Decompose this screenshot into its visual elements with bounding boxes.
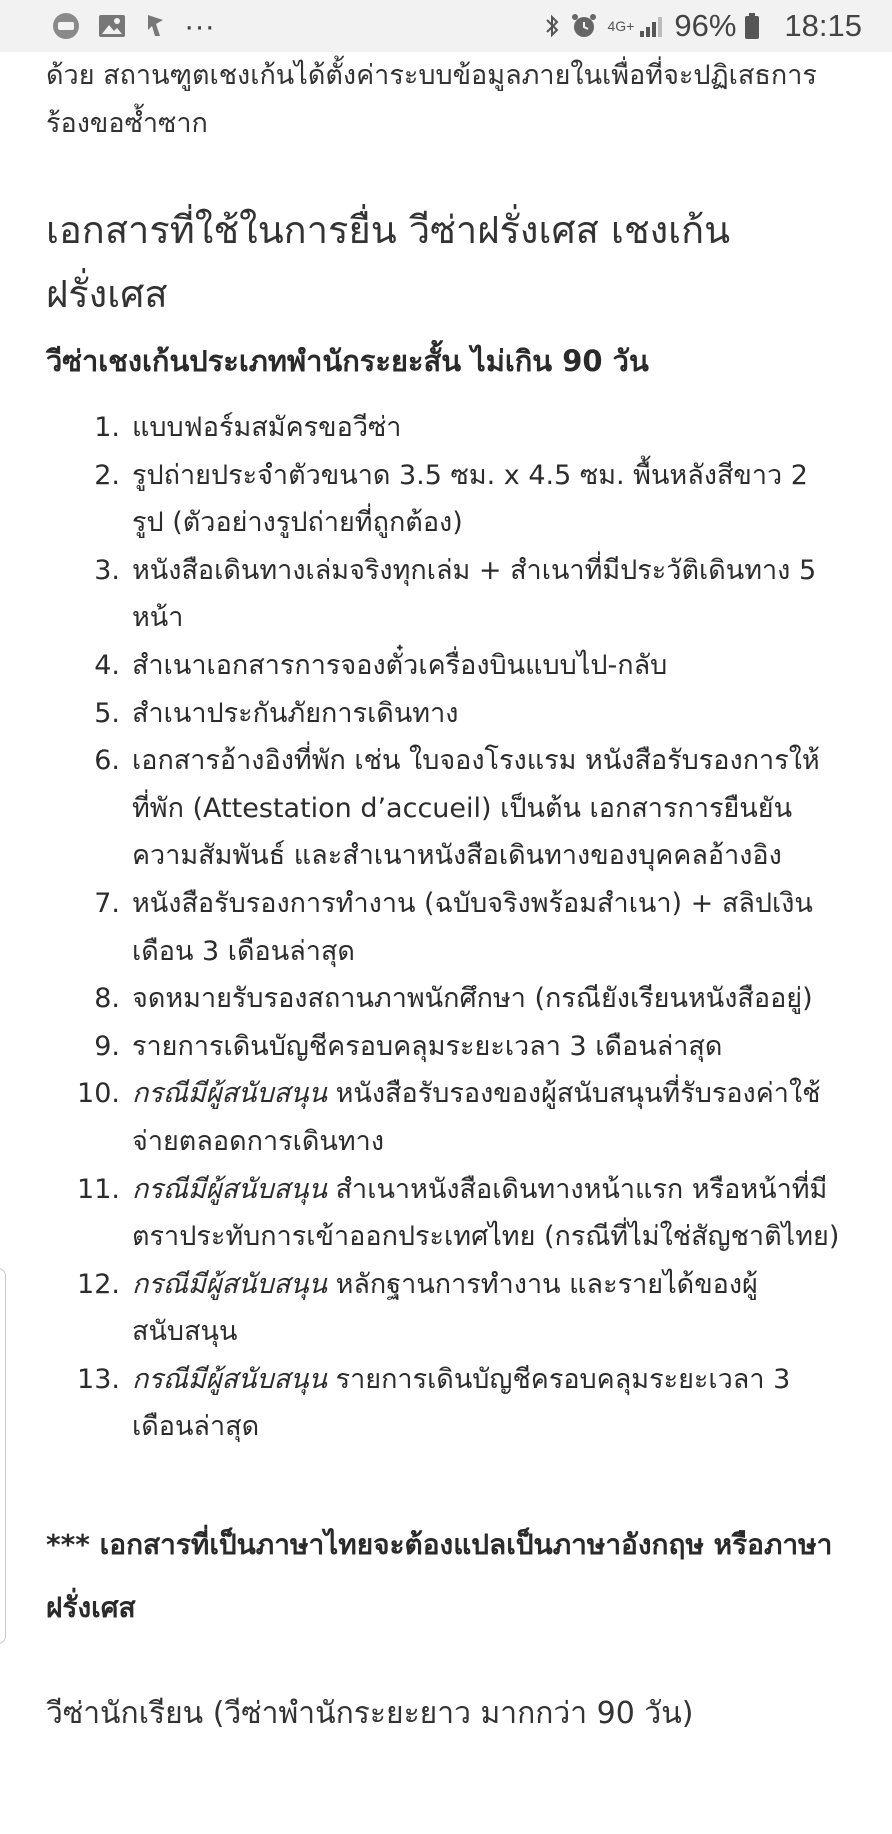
list-item [46, 404, 844, 452]
list-item-number: 13. [77, 1363, 120, 1395]
status-left-icons [52, 8, 215, 44]
network-label: 4G+ [607, 18, 635, 34]
line-icon[interactable] [52, 12, 80, 40]
gallery-icon[interactable] [98, 13, 126, 39]
battery-icon [744, 12, 760, 40]
list-item-number: 10. [77, 1078, 120, 1110]
list-item-text: หนังสือรับรองการทำงาน (ฉบับจริงพร้อมสำเนา) + สลิปเงินเดือน 3 เดือนล่าสุด [132, 887, 813, 967]
network-icon [608, 13, 665, 39]
list-item-number: 2. [94, 459, 120, 491]
list-item-text: สำเนาหนังสือเดินทางหน้าแรก หรือหน้าที่มีตราประทับการเข้าออกประเทศไทย (กรณีที่ไม่ใช่สัญชาติไทย) [132, 1173, 840, 1253]
list-item-number: 4. [94, 649, 120, 681]
list-item [46, 880, 844, 975]
list-item-text: รูปถ่ายประจำตัวขนาด 3.5 ซม. x 4.5 ซม. พื้นหลังสีขาว 2 รูป (ตัวอย่างรูปถ่ายที่ถูกต้อง) [132, 459, 808, 539]
list-item-text: รายการเดินบัญชีครอบคลุมระยะเวลา 3 เดือนล่าสุด [132, 1363, 791, 1443]
list-item-prefix: กรณีมีผู้สนับสนุน [132, 1363, 327, 1395]
list-item-text: หนังสือรับรองของผู้สนับสนุนที่รับรองค่าใช้จ่ายตลอดการเดินทาง [132, 1078, 821, 1157]
translation-note: *** เอกสารที่เป็นภาษาไทยจะต้องแปลเป็นภาษาอังกฤษ หรือภาษาฝรั่งเศส [46, 1528, 833, 1625]
list-item [46, 975, 844, 1023]
list-item-number: 9. [94, 1030, 120, 1062]
list-item [46, 1023, 844, 1071]
notification-icon[interactable] [144, 13, 166, 39]
list-item-text: รายการเดินบัญชีครอบคลุมระยะเวลา 3 เดือนล่าสุด [132, 1030, 723, 1062]
list-item [46, 1166, 844, 1261]
alarm-icon [570, 12, 598, 40]
list-item [46, 690, 844, 738]
list-item-number: 6. [94, 745, 120, 777]
list-item-number: 3. [94, 554, 120, 586]
bluetooth-icon [544, 12, 560, 40]
list-item [46, 1261, 844, 1356]
document-list [46, 404, 844, 1451]
list-item-text: หลักฐานการทำงาน และรายได้ของผู้สนับสนุน [132, 1268, 758, 1348]
section-subheading: วีซ่าเชงเก้นประเภทพำนักระยะสั้น ไม่เกิน 90 วัน [46, 344, 649, 378]
list-item-prefix: กรณีมีผู้สนับสนุน [132, 1078, 327, 1110]
list-item-text: แบบฟอร์มสมัครขอวีซ่า [132, 412, 402, 443]
page-title: เอกสารที่ใช้ในการยื่น วีซ่าฝรั่งเศส เชงเก้นฝรั่งเศส [46, 208, 731, 316]
list-item-text: เอกสารอ้างอิงที่พัก เช่น ใบจองโรงแรม หนังสือรับรองการให้ที่พัก (Attestation d’accueil) เป็นต้น เอกสารการยืนยันความสัมพันธ์ และสำเนาหนังสือเดินทางของบุคคลอ้างอิง [132, 745, 820, 872]
list-item [46, 737, 844, 880]
list-item-number: 7. [94, 887, 120, 919]
status-bar [0, 0, 892, 52]
list-item-text: หนังสือเดินทางเล่มจริงทุกเล่ม + สำเนาที่มีประวัติเดินทาง 5 หน้า [132, 554, 817, 634]
list-item-text: จดหมายรับรองสถานภาพนักศึกษา (กรณียังเรียนหนังสืออยู่) [132, 983, 813, 1015]
list-item-number: 11. [77, 1173, 120, 1205]
list-item-number: 12. [77, 1268, 120, 1300]
article-content [0, 52, 892, 1834]
battery-percent: 96% [674, 8, 737, 43]
intro-paragraph: ด้วย สถานฑูตเชงเก้นได้ตั้งค่าระบบข้อมูลภายในเพื่อที่จะปฏิเสธการร้องขอซ้ำซาก [46, 60, 817, 139]
list-item-prefix: กรณีมีผู้สนับสนุน [132, 1173, 327, 1205]
list-item [46, 1356, 844, 1451]
student-visa-heading: วีซ่านักเรียน (วีซ่าพำนักระยะยาว มากกว่า 90 วัน) [46, 1696, 694, 1732]
list-item [46, 452, 844, 547]
more-icon[interactable]: ··· [184, 8, 215, 43]
scroll-handle[interactable] [0, 1268, 6, 1644]
clock: 18:15 [784, 8, 862, 43]
list-item-prefix: กรณีมีผู้สนับสนุน [132, 1268, 327, 1300]
list-item-number: 1. [94, 412, 120, 443]
list-item-text: สำเนาเอกสารการจองตั๋วเครื่องบินแบบไป-กลับ [132, 649, 668, 681]
list-item-number: 8. [94, 983, 120, 1015]
list-item [46, 642, 844, 690]
status-right-icons [544, 8, 862, 44]
list-item-text: สำเนาประกันภัยการเดินทาง [132, 697, 459, 729]
list-item [46, 1070, 844, 1165]
list-item-number: 5. [94, 697, 120, 729]
list-item [46, 547, 844, 642]
